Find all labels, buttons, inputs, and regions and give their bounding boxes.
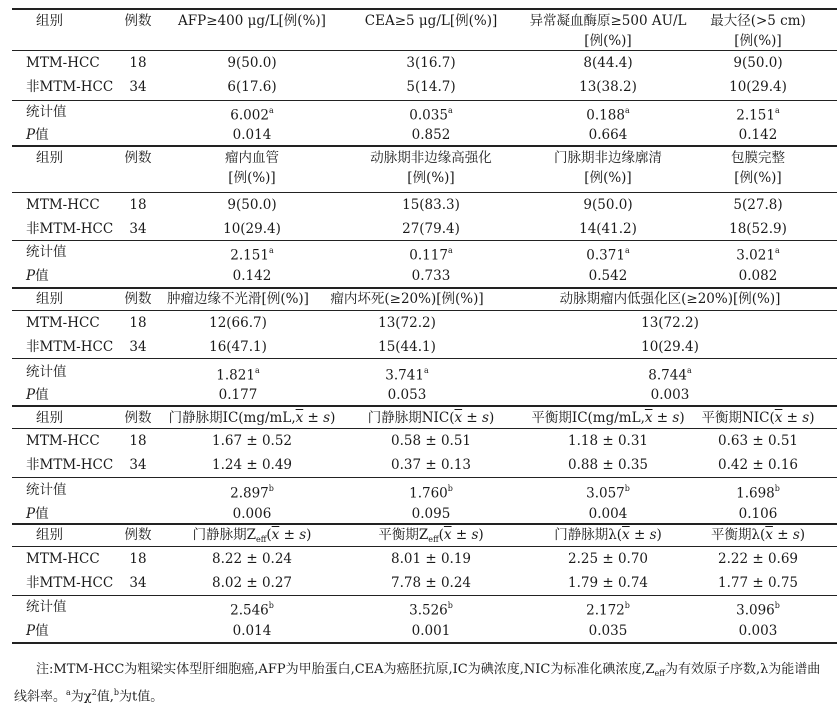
p-value: 0.003: [650, 387, 690, 403]
header-group-label: 组别: [36, 291, 63, 307]
p-value-label: P值: [26, 268, 49, 284]
group-count: 34: [129, 79, 147, 95]
p-value-label: P值: [26, 506, 49, 522]
group-name: MTM-HCC: [26, 433, 100, 449]
statistic-value: 1.821$^a$: [216, 366, 260, 384]
statistic-value: 1.760$^b$: [409, 484, 453, 502]
p-value: 0.852: [411, 127, 451, 143]
test-mark: b: [268, 601, 274, 610]
p-value: 0.106: [738, 506, 778, 522]
block-bottom-rule: [12, 642, 837, 644]
p-value: 0.004: [588, 506, 628, 522]
data-cell: 7.78 ± 0.24: [390, 575, 472, 591]
data-cell: 1.24 ± 0.49: [211, 457, 293, 473]
header-rule: [12, 50, 837, 51]
statistic-label: 统计值: [26, 482, 67, 498]
group-count: 34: [129, 339, 147, 355]
column-header: 平衡期$NIC(\overline{x} \pm s)$: [701, 410, 815, 426]
group-name: MTM-HCC: [26, 55, 100, 71]
header-rule: [12, 546, 837, 547]
column-header: 门静脉期$Z_{eff}(\overline{x} \pm s)$: [192, 527, 312, 544]
p-value: 0.177: [218, 387, 258, 403]
table-top-rule: [12, 8, 837, 10]
group-count: 34: [129, 221, 147, 237]
p-value: 0.003: [738, 623, 778, 639]
data-cell: 9(50.0): [227, 197, 277, 213]
test-mark: a: [268, 246, 274, 255]
statistic-value: 1.698$^b$: [736, 484, 780, 502]
column-header: 平衡期$Z_{eff}(\overline{x} \pm s)$: [378, 527, 484, 544]
test-mark: a: [774, 106, 780, 115]
header-count-label: 例数: [124, 150, 152, 166]
p-value: 0.053: [387, 387, 427, 403]
data-cell: 16(47.1): [209, 339, 267, 355]
column-header: 最大径(>5 cm): [710, 13, 806, 29]
data-cell: 9(50.0): [583, 197, 633, 213]
statistic-value: 2.546$^b$: [230, 601, 274, 619]
statistic-value: 6.002$^a$: [230, 106, 274, 124]
column-header: AFP≥400 μg/L[例(%)]: [178, 13, 326, 29]
data-cell: 9(50.0): [733, 55, 783, 71]
data-cell: 0.37 ± 0.13: [390, 457, 472, 473]
table-footnote: 注:MTM-HCC为粗梁实体型肝细胞癌,AFP为甲胎蛋白,CEA为癌胚抗原,IC为碘浓度,NIC为标准化碘浓度$,Z_{eff}$为有效原子序数,λ为能谱曲线斜率。$^a$为$\chi^2$值,$^b$为t值。: [14, 662, 821, 705]
data-cell: 10(29.4): [729, 79, 787, 95]
statistics-rule: [12, 477, 837, 478]
column-header-unit: [例(%)]: [734, 33, 782, 49]
group-count: 18: [129, 197, 147, 213]
header-count-label: 例数: [124, 291, 152, 307]
statistic-value: 3.741$^a$: [385, 366, 429, 384]
test-mark: a: [624, 106, 630, 115]
data-cell: 15(83.3): [402, 197, 460, 213]
group-name: MTM-HCC: [26, 551, 100, 567]
data-cell: 13(38.2): [579, 79, 637, 95]
test-mark: b: [624, 601, 630, 610]
statistic-value: 2.151$^a$: [230, 246, 274, 264]
p-value: 0.006: [232, 506, 272, 522]
statistic-value: 2.897$^b$: [230, 484, 274, 502]
test-mark: b: [447, 484, 453, 493]
p-value: 0.014: [232, 623, 272, 639]
column-header: 门脉期非边缘廓清: [554, 150, 662, 166]
data-cell: 0.42 ± 0.16: [717, 457, 799, 473]
data-cell: 0.63 ± 0.51: [717, 433, 799, 449]
data-cell: 15(44.1): [378, 339, 436, 355]
p-value: 0.082: [738, 268, 778, 284]
test-mark: b: [447, 601, 453, 610]
test-mark: b: [774, 484, 780, 493]
test-mark: b: [774, 601, 780, 610]
statistic-value: 8.744$^a$: [648, 366, 692, 384]
p-value: 0.001: [411, 623, 451, 639]
header-group-label: 组别: [36, 410, 63, 426]
group-name: 非MTM-HCC: [26, 575, 114, 591]
group-count: 18: [129, 551, 147, 567]
statistics-rule: [12, 595, 837, 596]
test-mark: a: [423, 366, 429, 375]
header-count-label: 例数: [124, 410, 152, 426]
block-bottom-rule: [12, 287, 837, 289]
data-cell: 18(52.9): [729, 221, 787, 237]
statistic-value: 2.151$^a$: [736, 106, 780, 124]
column-header: 异常凝血酶原≥500 AU/L: [529, 13, 687, 29]
statistic-value: 0.117$^a$: [409, 246, 453, 264]
column-header-unit: [例(%)]: [734, 170, 782, 186]
header-group-label: 组别: [36, 150, 63, 166]
p-value: 0.035: [588, 623, 628, 639]
data-cell: 14(41.2): [579, 221, 637, 237]
data-cell: 5(27.8): [733, 197, 783, 213]
data-cell: 5(14.7): [406, 79, 456, 95]
test-mark: b: [624, 484, 630, 493]
data-cell: 1.77 ± 0.75: [717, 575, 799, 591]
test-mark: a: [447, 106, 453, 115]
p-value-label: P值: [26, 127, 49, 143]
data-cell: 2.25 ± 0.70: [567, 551, 649, 567]
data-cell: 1.18 ± 0.31: [567, 433, 649, 449]
test-mark: a: [254, 366, 260, 375]
group-count: 34: [129, 457, 147, 473]
data-cell: 1.79 ± 0.74: [567, 575, 649, 591]
test-mark: a: [624, 246, 630, 255]
test-mark: a: [447, 246, 453, 255]
group-name: 非MTM-HCC: [26, 79, 114, 95]
column-header: 瘤内血管: [225, 150, 279, 166]
data-cell: 9(50.0): [227, 55, 277, 71]
block-bottom-rule: [12, 523, 837, 525]
header-group-label: 组别: [36, 13, 63, 29]
group-name: 非MTM-HCC: [26, 457, 114, 473]
test-mark: a: [686, 366, 692, 375]
column-header: 肿瘤边缘不光滑[例(%)]: [167, 291, 309, 307]
column-header: 平衡期$IC(mg/mL,\overline{x} \pm s)$: [531, 410, 685, 426]
group-name: 非MTM-HCC: [26, 339, 114, 355]
data-cell: 12(66.7): [209, 315, 267, 331]
data-cell: 0.58 ± 0.51: [390, 433, 472, 449]
data-cell: 8.02 ± 0.27: [211, 575, 293, 591]
data-cell: 27(79.4): [402, 221, 460, 237]
statistic-value: 3.021$^a$: [736, 246, 780, 264]
data-cell: 8(44.4): [583, 55, 633, 71]
data-cell: 0.88 ± 0.35: [567, 457, 649, 473]
data-cell: 2.22 ± 0.69: [717, 551, 799, 567]
statistic-value: 0.035$^a$: [409, 106, 453, 124]
column-header: 瘤内坏死(≥20%)[例(%)]: [330, 291, 484, 307]
header-count-label: 例数: [124, 13, 152, 29]
column-header: 门静脉期$\lambda(\overline{x} \pm s)$: [554, 527, 662, 543]
statistic-label: 统计值: [26, 244, 67, 260]
column-header-unit: [例(%)]: [407, 170, 455, 186]
data-cell: 3(16.7): [406, 55, 456, 71]
column-header: 门静脉期$IC(mg/mL,\overline{x} \pm s)$: [168, 410, 336, 426]
group-name: MTM-HCC: [26, 315, 100, 331]
p-value: 0.542: [588, 268, 628, 284]
p-value-label: P值: [26, 387, 49, 403]
p-value: 0.142: [738, 127, 778, 143]
data-cell: 13(72.2): [378, 315, 436, 331]
column-header: CEA≥5 μg/L[例(%)]: [364, 13, 498, 29]
column-header: 包膜完整: [731, 150, 785, 166]
statistics-rule: [12, 240, 837, 241]
statistic-label: 统计值: [26, 364, 67, 380]
statistic-value: 3.526$^b$: [409, 601, 453, 619]
p-value: 0.142: [232, 268, 272, 284]
block-bottom-rule: [12, 145, 837, 147]
header-rule: [12, 310, 837, 311]
statistic-value: 2.172$^b$: [586, 601, 630, 619]
group-name: 非MTM-HCC: [26, 221, 114, 237]
data-cell: 10(29.4): [641, 339, 699, 355]
column-header-unit: [例(%)]: [584, 33, 632, 49]
column-header: 动脉期瘤内低强化区(≥20%)[例(%)]: [559, 291, 781, 307]
column-header: 平衡期$\lambda(\overline{x} \pm s)$: [710, 527, 806, 543]
statistic-value: 3.096$^b$: [736, 601, 780, 619]
header-count-label: 例数: [124, 527, 152, 543]
statistic-value: 3.057$^b$: [586, 484, 630, 502]
statistic-value: 0.188$^a$: [586, 106, 630, 124]
p-value: 0.095: [411, 506, 451, 522]
test-mark: b: [268, 484, 274, 493]
data-cell: 8.01 ± 0.19: [390, 551, 472, 567]
statistics-rule: [12, 358, 837, 359]
data-cell: 10(29.4): [223, 221, 281, 237]
column-header-unit: [例(%)]: [228, 170, 276, 186]
column-header: 动脉期非边缘高强化: [370, 150, 492, 166]
test-mark: a: [268, 106, 274, 115]
data-cell: 1.67 ± 0.52: [211, 433, 293, 449]
header-rule: [12, 428, 837, 429]
block-bottom-rule: [12, 405, 837, 407]
column-header: 门静脉期$NIC(\overline{x} \pm s)$: [367, 410, 495, 426]
group-count: 18: [129, 315, 147, 331]
p-value: 0.014: [232, 127, 272, 143]
header-group-label: 组别: [36, 527, 63, 543]
statistics-rule: [12, 100, 837, 101]
test-mark: a: [774, 246, 780, 255]
column-header-unit: [例(%)]: [584, 170, 632, 186]
group-count: 18: [129, 55, 147, 71]
statistic-value: 0.371$^a$: [586, 246, 630, 264]
p-value: 0.664: [588, 127, 628, 143]
p-value: 0.733: [411, 268, 451, 284]
data-cell: 8.22 ± 0.24: [211, 551, 293, 567]
header-rule: [12, 192, 837, 193]
p-value-label: P值: [26, 623, 49, 639]
group-count: 34: [129, 575, 147, 591]
statistic-label: 统计值: [26, 104, 67, 120]
statistic-label: 统计值: [26, 599, 67, 615]
data-cell: 6(17.6): [227, 79, 277, 95]
group-count: 18: [129, 433, 147, 449]
data-cell: 13(72.2): [641, 315, 699, 331]
group-name: MTM-HCC: [26, 197, 100, 213]
